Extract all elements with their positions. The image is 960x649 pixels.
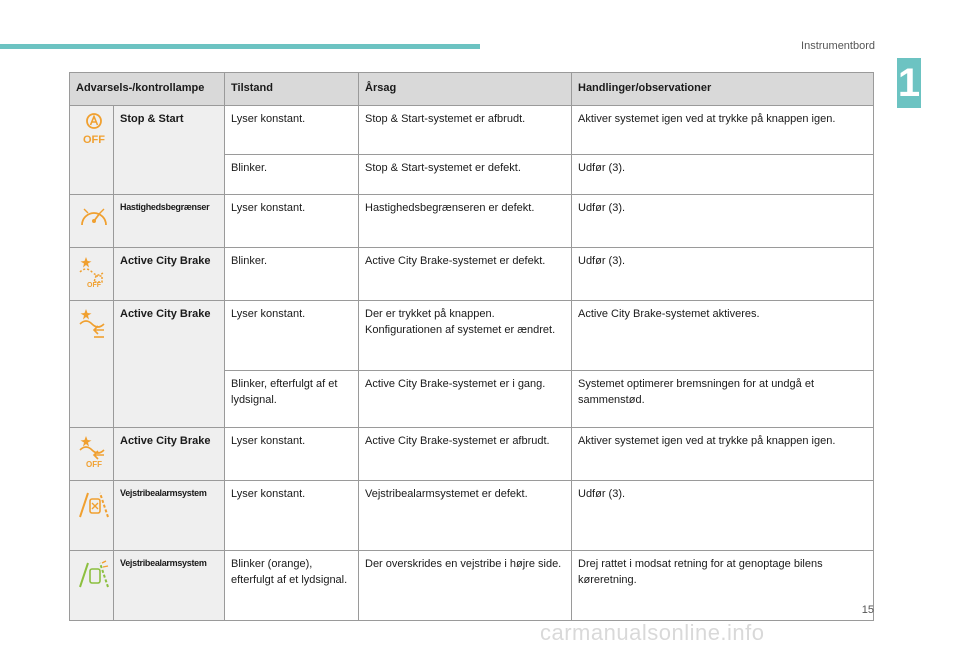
action-cell: Drej rattet i modsat retning for at genoptage bilens køreretning. (572, 550, 874, 620)
action-cell: Aktiver systemet igen ved at trykke på knappen igen. (572, 427, 874, 480)
state-cell: Blinker (orange), efterfulgt af et lydsignal. (225, 550, 359, 620)
section-title: Instrumentbord (801, 40, 875, 52)
top-accent-bar (0, 44, 480, 49)
speed-limiter-icon (70, 195, 114, 248)
state-cell: Blinker. (225, 155, 359, 195)
lamp-name: Stop & Start (114, 106, 225, 195)
state-cell: Lyser konstant. (225, 300, 359, 370)
action-cell: Aktiver systemet igen ved at trykke på knappen igen. (572, 106, 874, 155)
lamp-name: Active City Brake (114, 427, 225, 480)
table-row (70, 106, 874, 155)
cause-cell: Stop & Start-systemet er defekt. (359, 155, 572, 195)
stop-start-off-icon (70, 106, 114, 195)
cause-cell: Active City Brake-systemet er i gang. (359, 370, 572, 427)
cause-cell: Der overskrides en vejstribe i højre side. (359, 550, 572, 620)
state-cell: Lyser konstant. (225, 427, 359, 480)
warning-lamp-table (69, 72, 874, 621)
active-city-brake-icon (70, 300, 114, 427)
table-header-row (70, 73, 874, 106)
cause-cell: Hastighedsbegrænseren er defekt. (359, 195, 572, 248)
svg-text:OFF: OFF (86, 459, 102, 468)
lamp-name: Active City Brake (114, 247, 225, 300)
cause-cell: Active City Brake-systemet er defekt. (359, 247, 572, 300)
state-cell: Blinker, efterfulgt af et lydsignal. (225, 370, 359, 427)
active-city-brake-off-orange-icon (70, 427, 114, 480)
state-cell: Lyser konstant. (225, 480, 359, 550)
lamp-name: Hastighedsbegrænser (114, 195, 225, 248)
cause-cell: Stop & Start-systemet er afbrudt. (359, 106, 572, 155)
table-row (70, 427, 874, 480)
svg-text:OFF: OFF (87, 281, 101, 288)
col-header-state: Tilstand (225, 73, 359, 106)
chapter-number: 1 (897, 61, 921, 105)
page-number: 15 (861, 604, 874, 616)
lane-departure-active-icon (70, 550, 114, 620)
state-cell: Lyser konstant. (225, 195, 359, 248)
col-header-lamp: Advarsels-/kontrollampe (70, 73, 225, 106)
action-cell: Udfør (3). (572, 247, 874, 300)
action-cell: Udfør (3). (572, 155, 874, 195)
col-header-action: Handlinger/observationer (572, 73, 874, 106)
cause-cell: Active City Brake-systemet er afbrudt. (359, 427, 572, 480)
lamp-name: Vejstribealarmsystem (114, 550, 225, 620)
action-cell: Udfør (3). (572, 480, 874, 550)
cause-cell: Vejstribealarmsystemet er defekt. (359, 480, 572, 550)
state-cell: Blinker. (225, 247, 359, 300)
cause-cell: Der er trykket på knappen. Konfigurationen af systemet er ændret. (359, 300, 572, 370)
lane-departure-icon (70, 480, 114, 550)
table-row (70, 247, 874, 300)
action-cell: Udfør (3). (572, 195, 874, 248)
active-city-brake-off-icon (70, 247, 114, 300)
table-row (70, 550, 874, 620)
action-cell: Active City Brake-systemet aktiveres. (572, 300, 874, 370)
lamp-name: Vejstribealarmsystem (114, 480, 225, 550)
table-row (70, 300, 874, 370)
col-header-cause: Årsag (359, 73, 572, 106)
chapter-tab (897, 58, 921, 108)
table-row (70, 480, 874, 550)
state-cell: Lyser konstant. (225, 106, 359, 155)
action-cell: Systemet optimerer bremsningen for at undgå et sammenstød. (572, 370, 874, 427)
svg-text:OFF: OFF (83, 134, 105, 146)
table-row (70, 195, 874, 248)
watermark: carmanualsonline.info (540, 620, 765, 645)
lamp-name: Active City Brake (114, 300, 225, 427)
